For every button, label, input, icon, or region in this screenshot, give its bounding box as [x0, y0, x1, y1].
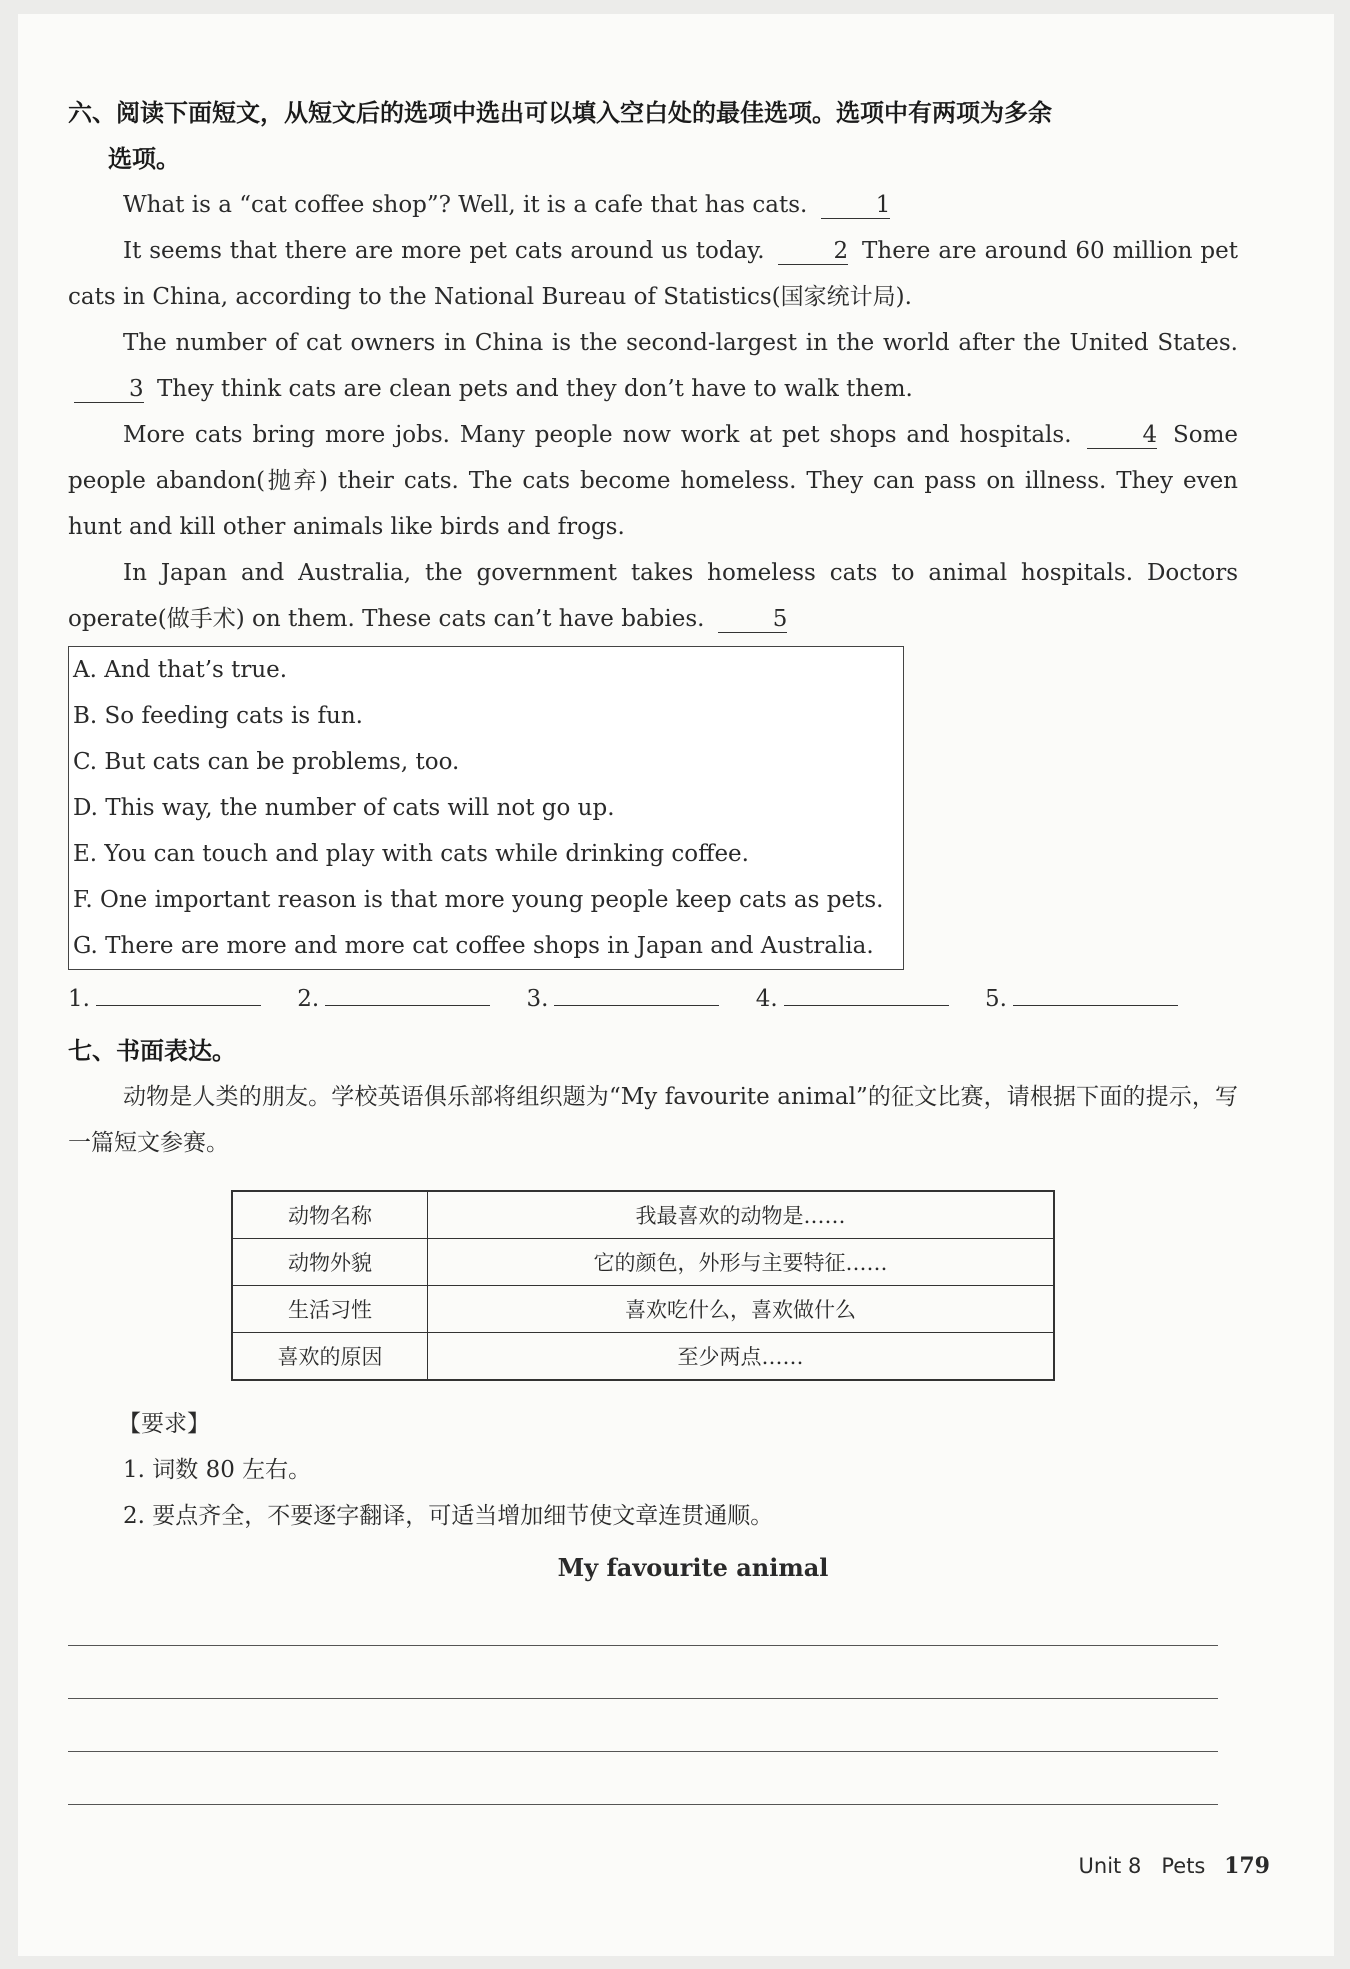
essay-title: My favourite animal: [557, 1553, 829, 1582]
answer-label: 5.: [985, 986, 1007, 1012]
passage-paragraph: [68, 320, 1238, 412]
hint-value: 喜欢吃什么，喜欢做什么: [428, 1286, 1055, 1333]
paragraph-text: What is a “cat coffee shop”? Well, it is a cafe that has cats.: [123, 192, 808, 218]
paragraph-text: The number of cat owners in China is the second-largest in the world after the United States.: [123, 330, 1238, 356]
paragraph-text: More cats bring more jobs. Many people now work at pet shops and hospitals.: [123, 422, 1072, 448]
page-footer: [1079, 1853, 1270, 1879]
option-item: E. You can touch and play with cats while drinking coffee.: [73, 841, 749, 867]
hint-key: 动物外貌: [232, 1239, 428, 1286]
answer-blank-3: 3: [74, 376, 144, 403]
passage-paragraph: [68, 228, 1238, 320]
answer-label: 1.: [68, 986, 90, 1012]
section7-heading: 七、书面表达。: [68, 1037, 236, 1065]
option-item: D. This way, the number of cats will not go up.: [73, 795, 615, 821]
option-item: F. One important reason is that more young people keep cats as pets.: [73, 887, 884, 913]
hint-key: 喜欢的原因: [232, 1333, 428, 1381]
answer-label: 2.: [297, 986, 320, 1012]
answer-blank-4: 4: [1087, 422, 1157, 449]
hint-value: 我最喜欢的动物是……: [428, 1191, 1055, 1239]
answer-line[interactable]: [784, 981, 949, 1006]
option-item: G. There are more and more cat coffee shops in Japan and Australia.: [73, 933, 874, 959]
answer-line[interactable]: [1013, 981, 1178, 1006]
answer-line[interactable]: [96, 981, 261, 1006]
requirements-title: 【要求】: [118, 1411, 210, 1437]
paragraph-text: In Japan and Australia, the government takes homeless cats to animal hospitals. Doctors operate(做手术) on them. These cats can’t have babies.: [68, 560, 1238, 632]
requirement-item: 2. 要点齐全，不要逐字翻译，可适当增加细节使文章连贯通顺。: [123, 1503, 774, 1529]
answer-field-2[interactable]: [297, 970, 490, 1028]
answer-field-3[interactable]: [527, 970, 720, 1028]
writing-line[interactable]: [68, 1593, 1218, 1646]
hint-table: [231, 1190, 1055, 1381]
table-row: [232, 1333, 1054, 1381]
paragraph-text: There are around 60 million pet cats in China, according to the National Bureau of Statistics(国家统计局).: [68, 238, 1238, 310]
options-box: [68, 646, 904, 970]
answer-blank-1: 1: [821, 192, 891, 219]
page-content: [68, 90, 1238, 1805]
passage-paragraph: [68, 550, 1238, 642]
answer-field-4[interactable]: [756, 970, 949, 1028]
answer-blank-2: 2: [778, 238, 848, 265]
section7-intro: 动物是人类的朋友。学校英语俱乐部将组织题为“My favourite animal”的征文比赛，请根据下面的提示，写一篇短文参赛。: [68, 1084, 1238, 1156]
option-item: A. And that’s true.: [73, 657, 288, 683]
answer-line[interactable]: [554, 981, 719, 1006]
answer-row: [68, 970, 1178, 1028]
option-item: C. But cats can be problems, too.: [73, 749, 460, 775]
writing-line[interactable]: [68, 1752, 1218, 1805]
paragraph-text: They think cats are clean pets and they don’t have to walk them.: [156, 376, 913, 402]
hint-key: 动物名称: [232, 1191, 428, 1239]
passage-paragraph: [68, 182, 1238, 228]
answer-label: 4.: [755, 986, 778, 1012]
hint-key: 生活习性: [232, 1286, 428, 1333]
answer-field-1[interactable]: [68, 970, 261, 1028]
writing-line[interactable]: [68, 1646, 1218, 1699]
passage-paragraph: [68, 412, 1238, 550]
table-row: [232, 1191, 1054, 1239]
section6-heading-line2: 选项。: [108, 145, 180, 173]
hint-value: 至少两点……: [428, 1333, 1055, 1381]
option-item: B. So feeding cats is fun.: [73, 703, 363, 729]
table-row: [232, 1286, 1054, 1333]
page-number: 179: [1224, 1853, 1270, 1879]
answer-label: 3.: [526, 986, 549, 1012]
section6-heading-line1: 六、阅读下面短文，从短文后的选项中选出可以填入空白处的最佳选项。选项中有两项为多余: [68, 99, 1052, 127]
requirement-item: 1. 词数 80 左右。: [123, 1457, 312, 1483]
answer-field-5[interactable]: [985, 970, 1178, 1028]
paragraph-text: It seems that there are more pet cats around us today.: [123, 238, 765, 264]
writing-line[interactable]: [68, 1699, 1218, 1752]
table-row: [232, 1239, 1054, 1286]
hint-value: 它的颜色，外形与主要特征……: [428, 1239, 1055, 1286]
section6-heading: [68, 90, 1238, 182]
writing-area[interactable]: [68, 1593, 1238, 1805]
answer-blank-5: 5: [718, 606, 788, 633]
footer-topic: Pets: [1161, 1854, 1206, 1878]
paragraph-text: Some people abandon(抛弃) their cats. The cats become homeless. They can pass on illness. They even hunt and kill other animals like birds and frogs.: [68, 422, 1239, 540]
footer-unit: Unit 8: [1078, 1854, 1142, 1878]
answer-line[interactable]: [325, 981, 490, 1006]
